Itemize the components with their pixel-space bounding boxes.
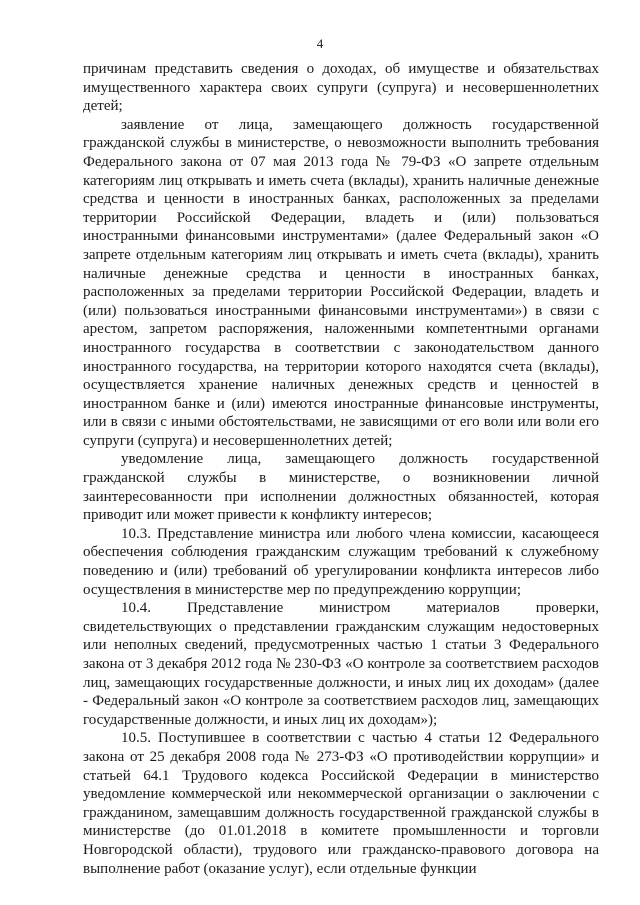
paragraph-10-3: 10.3. Представление министра или любого члена комиссии, касающееся обеспечения соблюдения гражданским служащим требований к служебному поведению и (или) требований об урегулировании конфликта интересов либо осуществления в министерстве мер по предупреждению коррупции; (83, 525, 599, 598)
paragraph-continuation: причинам представить сведения о доходах, об имуществе и обязательствах имущественного характера своих супруги (супруга) и несовершеннолетних детей; (83, 61, 599, 115)
paragraph-10-4: 10.4. Представление министром материалов проверки, свидетельствующих о представлении гражданским служащим недостоверных или неполных сведений, предусмотренных частью 1 статьи 3 Федерального закона от 3 декабря 2012 года № 230-ФЗ «О контроле за соответствием расходов лиц, замещающих государственные должности, и иных лиц их доходам» (далее - Федеральный закон «О контроле за соответствием расходов лиц, замещающих государственные должности, и иных лиц их доходам»); (83, 600, 599, 728)
document-body (83, 60, 599, 878)
page-number: 4 (316, 36, 324, 51)
paragraph-10-5: 10.5. Поступившее в соответствии с частью 4 статьи 12 Федерального закона от 25 декабря 2008 года № 273-ФЗ «О противодействии коррупции» и статьей 64.1 Трудового кодекса Российской Федерации в министерство уведомление коммерческой или некоммерческой организации о заключении с гражданином, замещавшим должность государственной гражданской службы в министерстве (до 01.01.2018 в комитете промышленности и торговли Новгородской области), трудового или гражданско-правового договора на выполнение работ (оказание услуг), если отдельные функции (83, 730, 599, 877)
paragraph-statement-foreign-accounts: заявление от лица, замещающего должность государственной гражданской службы в министерстве, о невозможности выполнить требования Федерального закона от 07 мая 2013 года № 79-ФЗ «О запрете отдельным категориям лиц открывать и иметь счета (вклады), хранить наличные денежные средства и ценности в иностранных банках, расположенных за пределами территории Российской Федерации, владеть и (или) пользоваться иностранными финансовыми инструментами» (далее Федеральный закон «О запрете отдельным категориям лиц открывать и иметь счета (вклады), хранить наличные денежные средства и ценности в иностранных банках, расположенных за пределами территории Российской Федерации, владеть и (или) пользоваться иностранными финансовыми инструментами») в связи с арестом, запретом распоряжения, наложенными компетентными органами иностранного государства в соответствии с законодательством данного иностранного государства, на территории которого находятся счета (вклады), осуществляется хранение наличных денежных средств и ценностей в иностранном банке и (или) имеются иностранные финансовые инструменты, или в связи с иными обстоятельствами, не зависящими от его воли или воли его супруги (супруга) и несовершеннолетних детей; (83, 116, 599, 449)
paragraph-notification-conflict: уведомление лица, замещающего должность государственной гражданской службы в министерстве, о возникновении личной заинтересованности при исполнении должностных обязанностей, которая приводит или может привести к конфликту интересов; (83, 451, 599, 524)
